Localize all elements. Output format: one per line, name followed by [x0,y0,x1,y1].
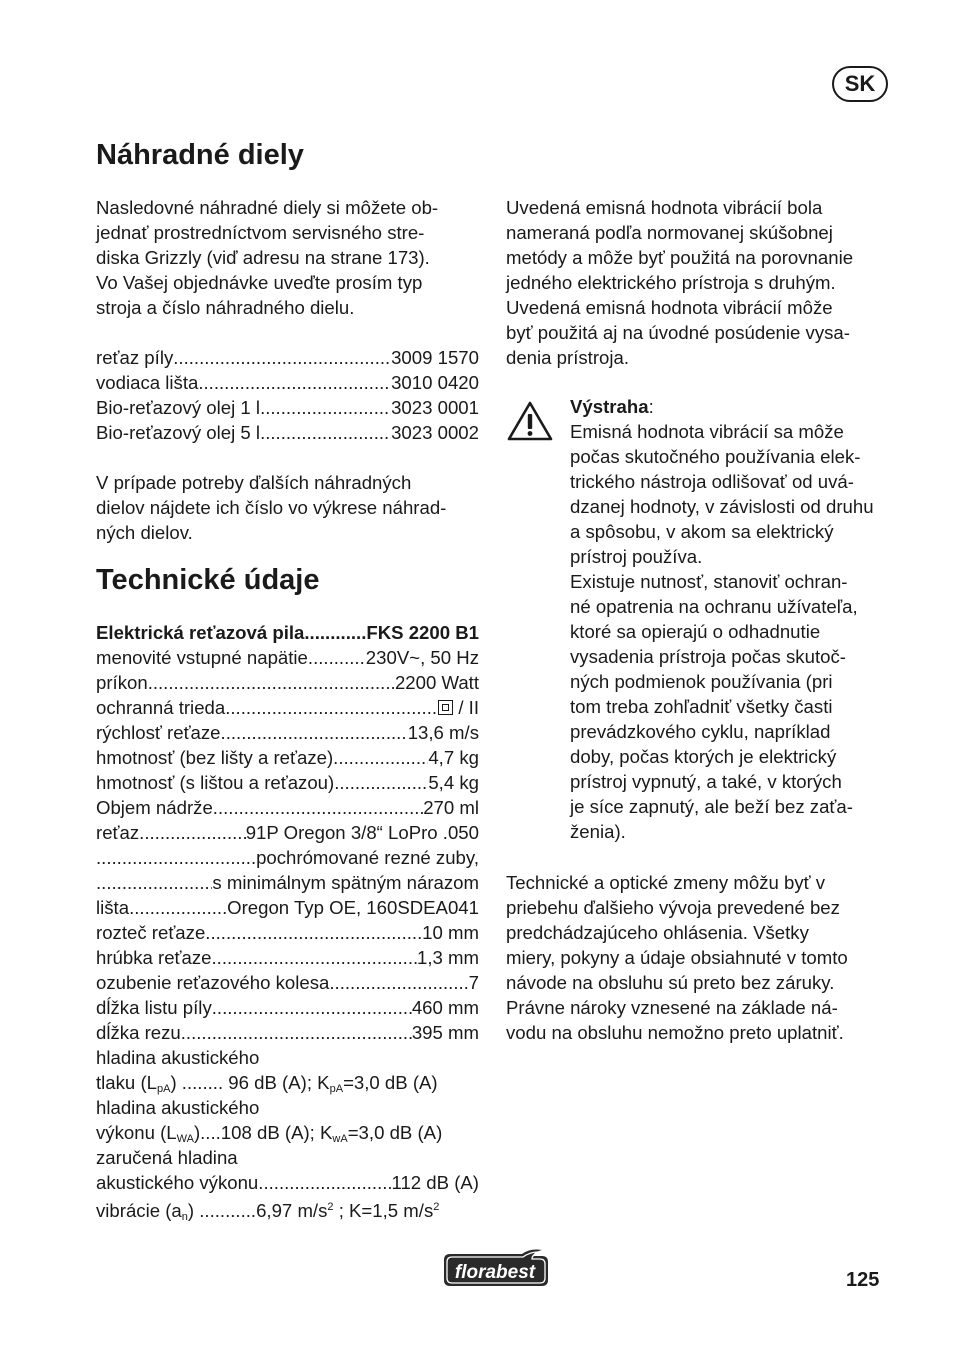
spec-row [96,695,479,720]
spec-label: hmotnosť (bez lišty a reťaze) [96,747,334,768]
spec-row [96,945,479,970]
spec-value: 112 dB (A) [391,1172,479,1193]
text-part: ) ........ 96 dB (A); K [170,1072,330,1093]
subscript: wA [332,1133,348,1145]
leader-dots [329,970,468,995]
spec-label: rozteč reťaze [96,922,206,943]
text-part: )....108 dB (A); K [193,1122,333,1143]
spec-value: 2200 Watt [394,672,479,693]
spec-label: menovité vstupné napätie [96,647,308,668]
vibration-text-line: denia prístroja. [506,347,629,368]
intro-line: Vo Vašej objednávke uveďte prosím typ [96,272,423,293]
warning-line: ných podmienok používania (pri [570,671,833,692]
part-row [96,345,479,370]
warning-line: doby, počas ktorých je elektrický [570,746,837,767]
leader-dots [304,620,366,645]
leader-dots [221,720,408,745]
warning-line: Emisná hodnota vibrácií sa môže [570,421,844,442]
spec-value: Oregon Typ OE, 160SDEA041 [227,897,479,918]
spec-value: 5,4 kg [428,772,479,793]
intro-line: Nasledovné náhradné diely si môžete ob- [96,197,439,218]
leader-dots [212,945,417,970]
spec-value-wrap [438,695,479,720]
leader-dots [181,1020,412,1045]
spec-label: Bio-reťazový olej 5 l [96,422,261,443]
leader-dots [213,795,423,820]
spec-value: 4,7 kg [428,747,479,768]
vibration-text-line: nameraná podľa normovanej skúšobnej [506,222,833,243]
spec-label: dĺžka listu píly [96,997,212,1018]
warning-line: dzanej hodnoty, v závislosti od druhu [570,496,874,517]
intro-line: diska Grizzly (viď adresu na strane 173). [96,247,430,268]
intro-line: stroja a číslo náhradného dielu. [96,297,355,318]
vibration-text-line: jedného elektrického prístroja s druhým. [506,272,836,293]
changes-text-line: Technické a optické zmeny môžu byť v [506,872,826,893]
part-row [96,370,479,395]
warning-line: je síce zapnutý, ale beží bez zaťa- [570,796,853,817]
warning-line: trického nástroja odlišovať od uvá- [570,471,854,492]
warning-line: vysadenia prístroja počas skutoč- [570,646,846,667]
spec-row [96,920,479,945]
text-part: ) ...........6,97 m/s [187,1200,328,1222]
text-part: výkonu (L [96,1122,177,1143]
spec-label: lišta [96,897,130,918]
warning-title: Výstraha [570,396,649,417]
spec-row [96,970,479,995]
leader-dots [129,895,227,920]
leader-dots [96,845,256,870]
parts-note-line: dielov nájdete ich číslo vo výkrese náhrad- [96,497,447,518]
acoustic-pressure-label: hladina akustického [96,1047,260,1068]
spec-row [96,745,479,770]
leader-dots [260,395,391,420]
warning-line: tom treba zohľadniť všetky časti [570,696,833,717]
spec-value: 3023 0001 [391,397,479,418]
vibration-text-line: Uvedená emisná hodnota vibrácií môže [506,297,833,318]
warning-text [570,394,890,844]
warning-line: prístroj vypnutý, a také, v ktorých [570,771,842,792]
warning-line: Existuje nutnosť, stanoviť ochran- [570,571,848,592]
warning-body [570,419,890,844]
subscript: pA [156,1083,171,1095]
spec-row [96,870,479,895]
spec-value: / II [453,697,479,718]
warning-line: prístroj používa. [570,546,703,567]
warning-line: prevádzkového cyklu, napríklad [570,721,831,742]
spec-column [96,620,479,1224]
spec-row [96,820,479,845]
subscript: WA [176,1133,194,1145]
warning-line: ženia). [570,821,626,842]
spec-label: ochranná trieda [96,697,226,718]
spec-label: príkon [96,672,148,693]
leader-dots [96,870,212,895]
guaranteed-row [96,1170,479,1195]
spec-label: hmotnosť (s lištou a reťazou) [96,772,335,793]
changes-text-line: predchádzajúceho ohlásenia. Všetky [506,922,809,943]
spec-row [96,645,479,670]
leader-dots [198,370,391,395]
leader-dots [258,1170,391,1195]
leader-dots [334,770,428,795]
acoustic-power-label: hladina akustického [96,1097,260,1118]
spec-label: hrúbka reťaze [96,947,212,968]
logo-text: florabest [454,1262,536,1283]
spec-header-label: Elektrická reťazová pila [96,622,305,643]
subscript: n [181,1211,188,1224]
spec-header-value: FKS 2200 B1 [366,622,479,643]
spec-value: 230V~, 50 Hz [365,647,479,668]
leader-dots [333,745,428,770]
text-part: =3,0 dB (A) [347,1122,443,1143]
superscript: 2 [327,1201,334,1213]
spec-label: dĺžka rezu [96,1022,181,1043]
acoustic-pressure-line [96,1070,479,1095]
parts-list [96,345,479,445]
leader-dots [139,820,246,845]
leader-dots [173,345,391,370]
vibration-line [96,1195,479,1224]
part-row [96,420,479,445]
warning-line: počas skutočného používania elek- [570,446,861,467]
spec-label: reťaz [96,822,140,843]
spec-label: akustického výkonu [96,1172,259,1193]
spec-value: s minimálnym spätným nárazom [212,872,479,893]
spec-header-row [96,620,479,645]
subscript: pA [329,1083,344,1095]
spec-list [96,645,479,1045]
text-part: vibrácie (a [96,1200,182,1222]
warning-title-line [570,394,890,419]
spec-value: 10 mm [422,922,479,943]
intro-line: jednať prostredníctvom servisného stre- [96,222,425,243]
acoustic-power-line [96,1120,479,1145]
parts-note-line: V prípade potreby ďalších náhradných [96,472,412,493]
left-column [96,195,479,545]
spec-value: 3023 0002 [391,422,479,443]
warning-line: ktoré sa opierajú o odhadnutie [570,621,821,642]
florabest-logo [438,1246,552,1290]
text-part: tlaku (L [96,1072,157,1093]
spec-row [96,845,479,870]
spec-row [96,770,479,795]
spec-value: 91P Oregon 3/8“ LoPro .050 [245,822,479,843]
changes-paragraph [506,870,896,1045]
spec-row [96,895,479,920]
changes-text-line: miery, pokyny a údaje obsiahnuté v tomto [506,947,848,968]
leader-dots [148,670,395,695]
spec-value: 3009 1570 [391,347,479,368]
parts-note [96,470,479,545]
warning-title-suffix: : [648,396,654,417]
warning-icon [506,400,554,442]
spec-value: 7 [468,972,479,993]
spec-row [96,995,479,1020]
warning-line: né opatrenia na ochranu užívateľa, [570,596,858,617]
changes-text-line: priebehu ďalšieho vývoja prevedené bez [506,897,840,918]
technical-data-heading: Technické údaje [96,564,320,596]
warning-line: a spôsobu, v akom sa elektrický [570,521,834,542]
part-row [96,395,479,420]
spec-label: Bio-reťazový olej 1 l [96,397,261,418]
spec-value: 1,3 mm [417,947,479,968]
vibration-text-line: byť použitá aj na úvodné posúdenie vysa- [506,322,850,343]
guaranteed-label: zaručená hladina [96,1147,238,1168]
text-part: =3,0 dB (A) [343,1072,438,1093]
spec-label: ozubenie reťazového kolesa [96,972,330,993]
spec-row [96,795,479,820]
intro-paragraph [96,195,479,320]
spec-value: 395 mm [411,1022,479,1043]
language-badge: SK [832,66,888,102]
spec-label: Objem nádrže [96,797,213,818]
spec-value: 270 ml [423,797,479,818]
spec-row [96,1020,479,1045]
vibration-text-line: metódy a môže byť použitá na porovnanie [506,247,854,268]
changes-text-line: vodu na obsluhu nemožno preto uplatniť. [506,1022,844,1043]
spare-parts-heading: Náhradné diely [96,139,304,171]
text-part: ; K=1,5 m/s [333,1200,434,1222]
spec-row [96,670,479,695]
page-number: 125 [846,1269,880,1291]
changes-text-line: Právne nároky vznesené na základe ná- [506,997,838,1018]
spec-value: 3010 0420 [391,372,479,393]
leader-dots [212,995,412,1020]
parts-note-line: ných dielov. [96,522,193,543]
protection-class-icon [438,700,453,715]
superscript: 2 [433,1201,440,1213]
leader-dots [205,920,422,945]
spec-label: rýchlosť reťaze [96,722,221,743]
leader-dots [260,420,391,445]
spec-value: pochrómované rezné zuby, [256,847,479,868]
spec-label: vodiaca lišta [96,372,199,393]
vibration-paragraph [506,195,896,370]
spec-value: 13,6 m/s [407,722,479,743]
spec-label: reťaz píly [96,347,174,368]
leader-dots [308,645,366,670]
leader-dots [225,695,438,720]
changes-text-line: návode na obsluhu sú preto bez záruky. [506,972,835,993]
vibration-text-line: Uvedená emisná hodnota vibrácií bola [506,197,823,218]
spec-value: 460 mm [411,997,479,1018]
spec-row [96,720,479,745]
